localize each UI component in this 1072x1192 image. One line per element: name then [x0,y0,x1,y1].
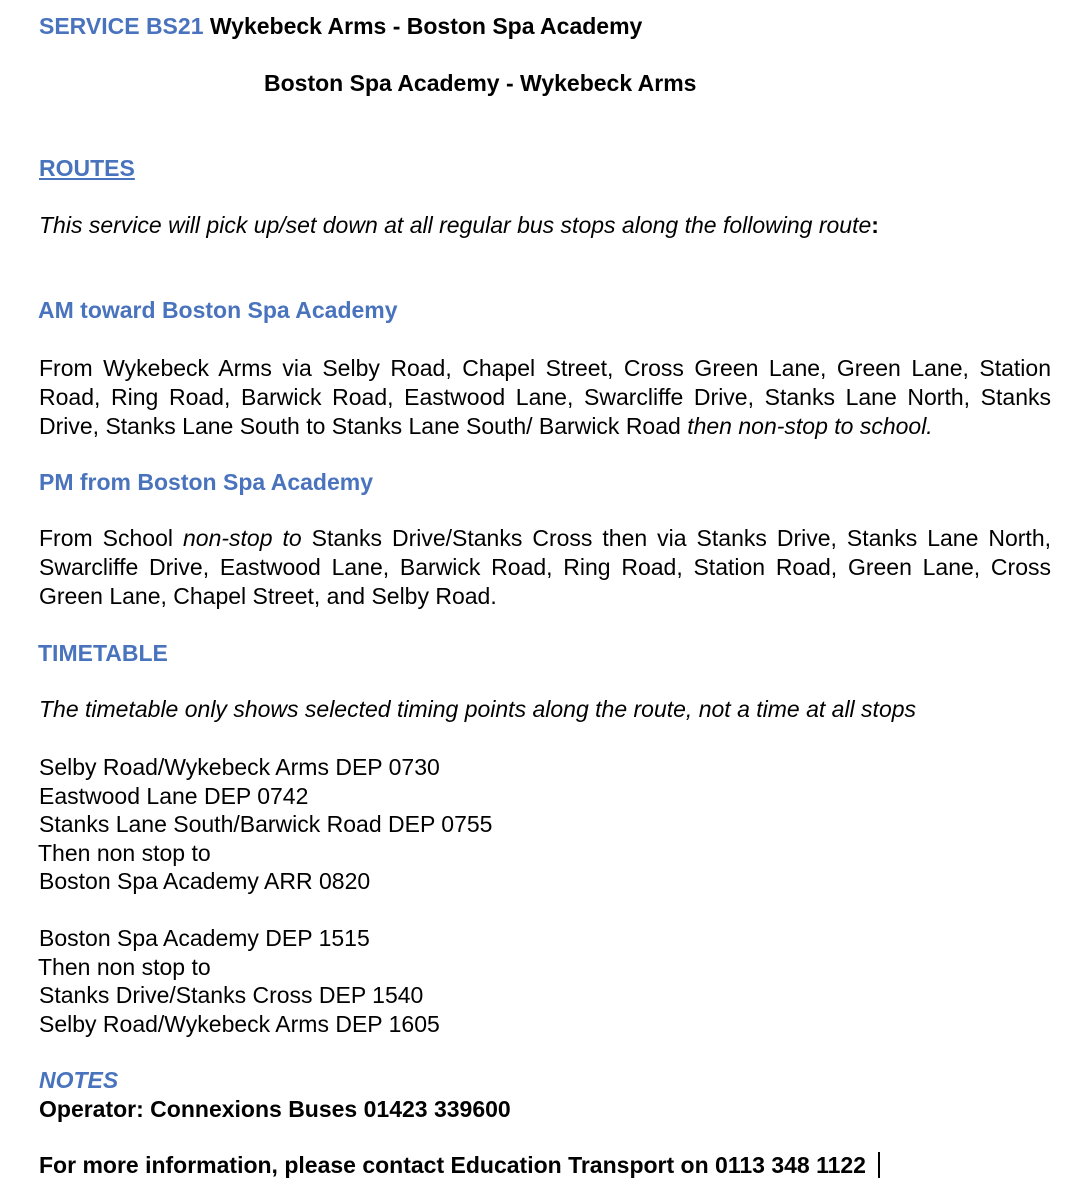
operator-info: Operator: Connexions Buses 01423 339600 [39,1096,511,1122]
am-route-description: From Wykebeck Arms via Selby Road, Chapel Street, Cross Green Lane, Green Lane, Station Road, Ring Road, Barwick Road, Eastwood Lane, Swarcliffe Drive, Stanks Lane North, Stanks Drive, Stanks Lane South to Stanks Lane South/ Barwick Road [39,355,1051,439]
timetable-row: Boston Spa Academy ARR 0820 [39,868,371,894]
timetable-row: Selby Road/Wykebeck Arms DEP 1605 [39,1011,440,1037]
contact-info [39,1151,880,1180]
pm-route-start: From School [39,525,183,551]
am-route-heading: AM toward Boston Spa Academy [38,297,398,323]
timetable-row: Then non stop to [38,954,211,980]
service-code: SERVICE BS21 [39,13,204,39]
service-title [39,12,642,41]
contact-text: For more information, please contact Education Transport on 0113 348 1122 [39,1152,866,1178]
text-cursor [878,1152,880,1178]
notes-heading: NOTES [39,1067,119,1093]
routes-intro-text: This service will pick up/set down at all regular bus stops along the following route [39,212,872,238]
timetable-row: Eastwood Lane DEP 0742 [39,783,309,809]
timetable-row: Stanks Drive/Stanks Cross DEP 1540 [39,982,424,1008]
am-route-nonstop: then non-stop to school. [687,413,933,439]
pm-route-description: Stanks Drive/Stanks Cross then via Stanks Drive, Stanks Lane North, Swarcliffe Drive, Eastwood Lane, Barwick Road, Ring Road, Station Road, Green Lane, Cross Green Lane, Chapel Street, and Selby Road. [39,525,1051,609]
service-title-line2: Boston Spa Academy - Wykebeck Arms [264,70,697,96]
timetable-row: Stanks Lane South/Barwick Road DEP 0755 [39,811,493,837]
timetable-row: Then non stop to [38,840,211,866]
pm-route-heading: PM from Boston Spa Academy [39,469,373,495]
timetable-heading: TIMETABLE [38,640,168,666]
timetable-note: The timetable only shows selected timing points along the route, not a time at all stops [39,696,917,722]
service-title-line1: Wykebeck Arms - Boston Spa Academy [203,13,643,39]
routes-intro [39,211,879,240]
pm-route-text [39,524,1051,611]
routes-intro-colon: : [871,212,879,238]
timetable-row: Boston Spa Academy DEP 1515 [39,925,370,951]
am-route-text [39,354,1051,441]
routes-heading: ROUTES [39,155,135,181]
timetable-row: Selby Road/Wykebeck Arms DEP 0730 [39,754,440,780]
pm-route-nonstop: non-stop to [182,525,302,551]
